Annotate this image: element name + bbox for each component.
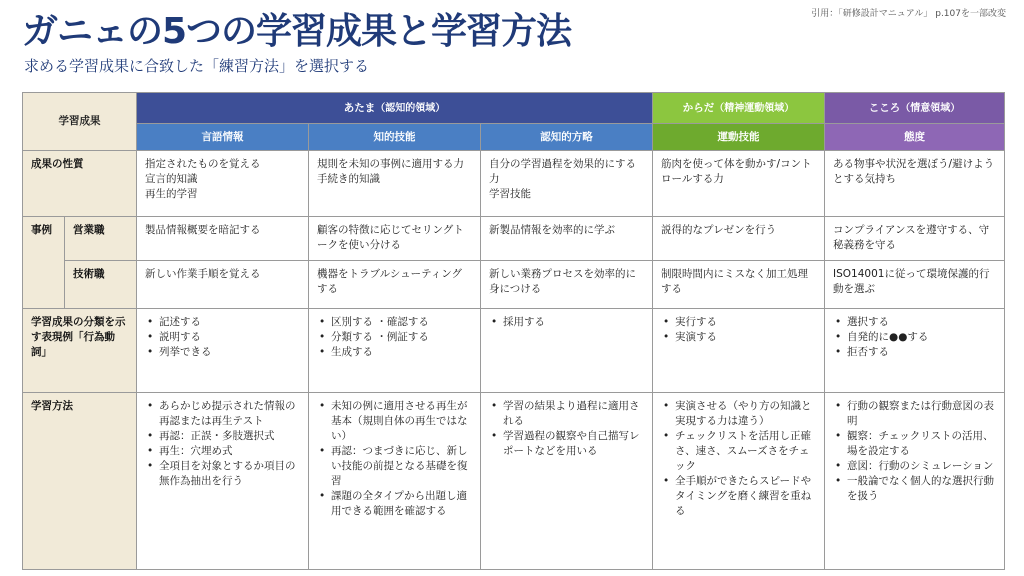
cell-sales-3: 説得的なプレゼンを行う (653, 217, 825, 261)
bullet-item: • 学習の結果より過程に適用される (503, 399, 644, 429)
cell-line: 再生的学習 (145, 188, 198, 200)
bullet-list (833, 399, 996, 504)
bullet-item: • チェックリストを活用し正確さ、速さ、スムーズさをチェック (675, 429, 816, 474)
bullet-item: • 行動の観察または行動意図の表明 (847, 399, 996, 429)
cell-nature-1 (309, 151, 481, 217)
cell-line: 宣言的知識 (145, 173, 198, 185)
group-atama-name: あたま (343, 101, 376, 114)
bullet-item: • 実演する (675, 330, 816, 345)
bullet-item: • 課題の全タイプから出題し適用できる範囲を確認する (331, 489, 472, 519)
cell-nature-4 (825, 151, 1005, 217)
row-label-tech: 技術職 (65, 261, 137, 309)
citation: 引用：「研修設計マニュアル」 p.107を一部改変 (811, 9, 1006, 19)
cell-method-0 (137, 393, 309, 570)
cell-line: ある物事や状況を選ぼう/避けようとする気持ち (833, 158, 995, 185)
group-karada-sub: （精神運動領域） (714, 102, 795, 114)
bullet-item: • 一般論でなく個人的な選択行動を扱う (847, 474, 996, 504)
bullet-list (317, 399, 472, 519)
cell-tech-3: 制限時間内にミスなく加工処理する (653, 261, 825, 309)
bullet-item: • 観察：チェックリストの活用、場を設定する (847, 429, 996, 459)
row-label-sales: 営業職 (65, 217, 137, 261)
row-label-example: 事例 (23, 217, 65, 309)
group-kokoro-name: こころ (868, 101, 901, 114)
bullet-item: • 列挙できる (159, 345, 300, 360)
bullet-item: • 学習過程の観察や自己描写レポートなどを用いる (503, 429, 644, 459)
group-atama (137, 93, 653, 124)
group-karada-name: からだ (682, 101, 715, 114)
cell-nature-2 (481, 151, 653, 217)
column-header-motor: 運動技能 (653, 124, 825, 151)
bullet-item: • 説明する (159, 330, 300, 345)
column-header-intellectual: 知的技能 (309, 124, 481, 151)
cell-verbs-1 (309, 309, 481, 393)
bullet-item: • 区別する ・確認する (331, 315, 472, 330)
cell-tech-0: 新しい作業手順を覚える (137, 261, 309, 309)
cell-line: 規則を未知の事例に適用する力 (317, 158, 464, 170)
cell-line: 筋肉を使って体を動かす/コントロールする力 (661, 158, 812, 185)
cell-method-1 (309, 393, 481, 570)
group-atama-sub: （認知的領域） (375, 102, 446, 114)
bullet-item: • 未知の例に適用させる再生が基本（規則自体の再生ではない） (331, 399, 472, 444)
bullet-list (661, 315, 816, 345)
cell-nature-0 (137, 151, 309, 217)
bullet-item: • 実演させる（やり方の知識と実現する力は違う） (675, 399, 816, 429)
column-header-verbal: 言語情報 (137, 124, 309, 151)
cell-verbs-2 (481, 309, 653, 393)
bullet-item: • 選択する (847, 315, 996, 330)
cell-line: 指定されたものを覚える (145, 158, 261, 170)
bullet-list (833, 315, 996, 360)
bullet-item: • 全項目を対象とするか項目の無作為抽出を行う (159, 459, 300, 489)
bullet-item: • 採用する (503, 315, 644, 330)
learning-outcomes-table (22, 92, 1005, 570)
cell-sales-2: 新製品情報を効率的に学ぶ (481, 217, 653, 261)
bullet-list (145, 315, 300, 360)
cell-nature-3 (653, 151, 825, 217)
bullet-list (661, 399, 816, 519)
cell-sales-4: コンプライアンスを遵守する、守秘義務を守る (825, 217, 1005, 261)
cell-line: 自分の学習過程を効果的にする力 (489, 158, 636, 185)
cell-tech-1: 機器をトラブルシューティングする (309, 261, 481, 309)
cell-verbs-3 (653, 309, 825, 393)
bullet-item: • 記述する (159, 315, 300, 330)
bullet-item: • 実行する (675, 315, 816, 330)
corner-header: 学習成果 (23, 93, 137, 151)
cell-sales-0: 製品情報概要を暗記する (137, 217, 309, 261)
cell-verbs-0 (137, 309, 309, 393)
page-title: ガニェの5つの学習成果と学習方法 (22, 11, 572, 52)
bullet-list (489, 399, 644, 459)
cell-tech-4: ISO14001に従って環境保護的行動を選ぶ (825, 261, 1005, 309)
bullet-list (317, 315, 472, 360)
bullet-item: • あらかじめ提示された情報の再認または再生テスト (159, 399, 300, 429)
row-label-nature: 成果の性質 (23, 151, 137, 217)
bullet-item: • 意図：行動のシミュレーション (847, 459, 996, 474)
cell-tech-2: 新しい業務プロセスを効率的に身につける (481, 261, 653, 309)
column-header-cognitive: 認知的方略 (481, 124, 653, 151)
bullet-item: • 分類する ・例証する (331, 330, 472, 345)
page-subtitle: 求める学習成果に合致した「練習方法」を選択する (24, 57, 370, 75)
cell-sales-1: 顧客の特徴に応じてセリングトークを使い分ける (309, 217, 481, 261)
bullet-list (489, 315, 644, 330)
bullet-item: • 全手順ができたらスピードやタイミングを磨く練習を重ねる (675, 474, 816, 519)
group-kokoro (825, 93, 1005, 124)
cell-line: 手続き的知識 (317, 173, 380, 185)
bullet-item: • 再認：正誤・多肢選択式 (159, 429, 300, 444)
cell-verbs-4 (825, 309, 1005, 393)
bullet-item: • 再生：穴埋め式 (159, 444, 300, 459)
bullet-item: • 自発的に●●する (847, 330, 996, 345)
group-kokoro-sub: （情意領域） (900, 102, 961, 114)
row-label-verbs: 学習成果の分類を示す表現例「行為動詞」 (23, 309, 137, 393)
bullet-list (145, 399, 300, 489)
cell-line: 学習技能 (489, 188, 531, 200)
cell-method-3 (653, 393, 825, 570)
column-header-attitude: 態度 (825, 124, 1005, 151)
cell-method-2 (481, 393, 653, 570)
bullet-item: • 拒否する (847, 345, 996, 360)
row-label-method: 学習方法 (23, 393, 137, 570)
group-karada (653, 93, 825, 124)
bullet-item: • 生成する (331, 345, 472, 360)
cell-method-4 (825, 393, 1005, 570)
bullet-item: • 再認：つまづきに応じ、新しい技能の前提となる基礎を復習 (331, 444, 472, 489)
